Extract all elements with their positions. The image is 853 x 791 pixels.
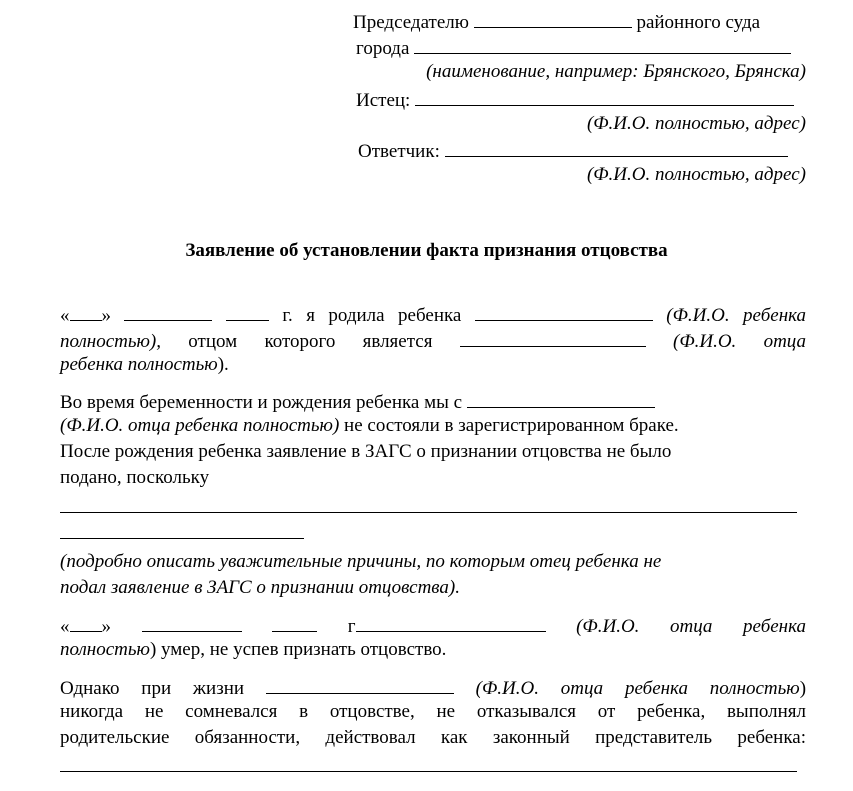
addressee-prefix: Председателю	[353, 12, 469, 33]
p5-line1	[60, 673, 806, 702]
p5-father-blank[interactable]	[266, 673, 454, 694]
p1-line1	[60, 300, 806, 329]
plaintiff-line	[356, 85, 794, 114]
defendant-blank[interactable]	[445, 136, 788, 157]
p2-text1: Во время беременности и рождения ребенка мы с	[60, 392, 463, 413]
p1-hint-cont: полностью),	[60, 331, 162, 352]
quote-open: «	[60, 305, 70, 326]
g-label: г	[348, 616, 546, 637]
addressee-suffix: районного суда	[636, 12, 761, 33]
quote-close: »	[101, 305, 111, 326]
p2-line3: После рождения ребенка заявление в ЗАГС о признании отцовства не было	[60, 441, 672, 462]
p4-text: ) умер, не успев признать отцовство.	[149, 639, 447, 660]
p2-line2	[60, 413, 806, 439]
document-title: Заявление об установлении факта признания отцовства	[185, 240, 668, 261]
judge-name-blank[interactable]	[474, 7, 632, 28]
p1-father-hint: (Ф.И.О. отца	[673, 331, 807, 352]
p2-line1	[60, 387, 806, 416]
p5-line3: родительские обязанности, действовал как законный представитель ребенка:	[60, 727, 806, 748]
death-day-blank[interactable]	[70, 611, 102, 632]
p2-line4: подано, поскольку	[60, 467, 210, 488]
p5-text: Однако при жизни	[60, 678, 245, 699]
p1-line2	[60, 326, 806, 355]
defendant-hint: (Ф.И.О. полностью, адрес)	[586, 164, 806, 185]
p4-line2	[60, 637, 806, 663]
p2-text2: не состояли в зарегистрированном браке.	[344, 415, 679, 436]
reason-blank-line1[interactable]	[60, 512, 797, 513]
plaintiff-hint: (Ф.И.О. полностью, адрес)	[586, 113, 806, 134]
city-line	[356, 33, 791, 62]
representative-blank-line[interactable]	[60, 771, 797, 772]
p4-hint-cont: полностью	[60, 639, 150, 660]
city-hint: (наименование, например: Брянского, Брянска)	[426, 61, 806, 82]
child-name-blank[interactable]	[475, 300, 653, 321]
year-blank[interactable]	[226, 300, 269, 321]
addressee-line	[353, 7, 760, 36]
p5-line2: никогда не сомневался в отцовстве, не отказывался от ребенка, выполнял	[60, 701, 806, 722]
p3-line1: (подробно описать уважительные причины, по которым отец ребенка не	[60, 551, 662, 572]
p2-hint: (Ф.И.О. отца ребенка полностью)	[60, 415, 340, 436]
plaintiff-blank[interactable]	[415, 85, 794, 106]
p4-line1	[60, 611, 806, 640]
reason-blank-line2[interactable]	[60, 538, 304, 539]
p4-hint: (Ф.И.О. отца ребенка	[576, 616, 807, 637]
death-month-blank[interactable]	[142, 611, 242, 632]
p1-father-hint-cont: ребенка полностью	[60, 354, 218, 375]
p5-hint-group: (Ф.И.О. отца ребенка полностью)	[475, 678, 807, 699]
month-blank[interactable]	[124, 300, 212, 321]
city-blank[interactable]	[414, 33, 791, 54]
death-year-blank[interactable]	[272, 611, 317, 632]
p4-father-blank[interactable]	[356, 611, 546, 632]
plaintiff-label: Истец:	[356, 90, 411, 111]
p3-line2: подал заявление в ЗАГС о признании отцовства).	[60, 577, 460, 598]
p5-hint: (Ф.И.О. отца ребенка полностью	[475, 678, 800, 699]
p1-father-text: отцом которого является	[188, 331, 433, 352]
p2-father-blank[interactable]	[467, 387, 655, 408]
p1-end: ).	[217, 354, 229, 375]
quote-close-2: »	[101, 616, 111, 637]
defendant-line	[358, 136, 788, 165]
city-label: города	[356, 38, 410, 59]
defendant-label: Ответчик:	[358, 141, 440, 162]
p1-text: г. я родила ребенка	[282, 305, 462, 326]
p1-line3	[60, 352, 806, 378]
day-blank[interactable]	[70, 300, 102, 321]
father-name-blank[interactable]	[460, 326, 646, 347]
p1-hint: (Ф.И.О. ребенка	[666, 305, 807, 326]
quote-open-2: «	[60, 616, 70, 637]
